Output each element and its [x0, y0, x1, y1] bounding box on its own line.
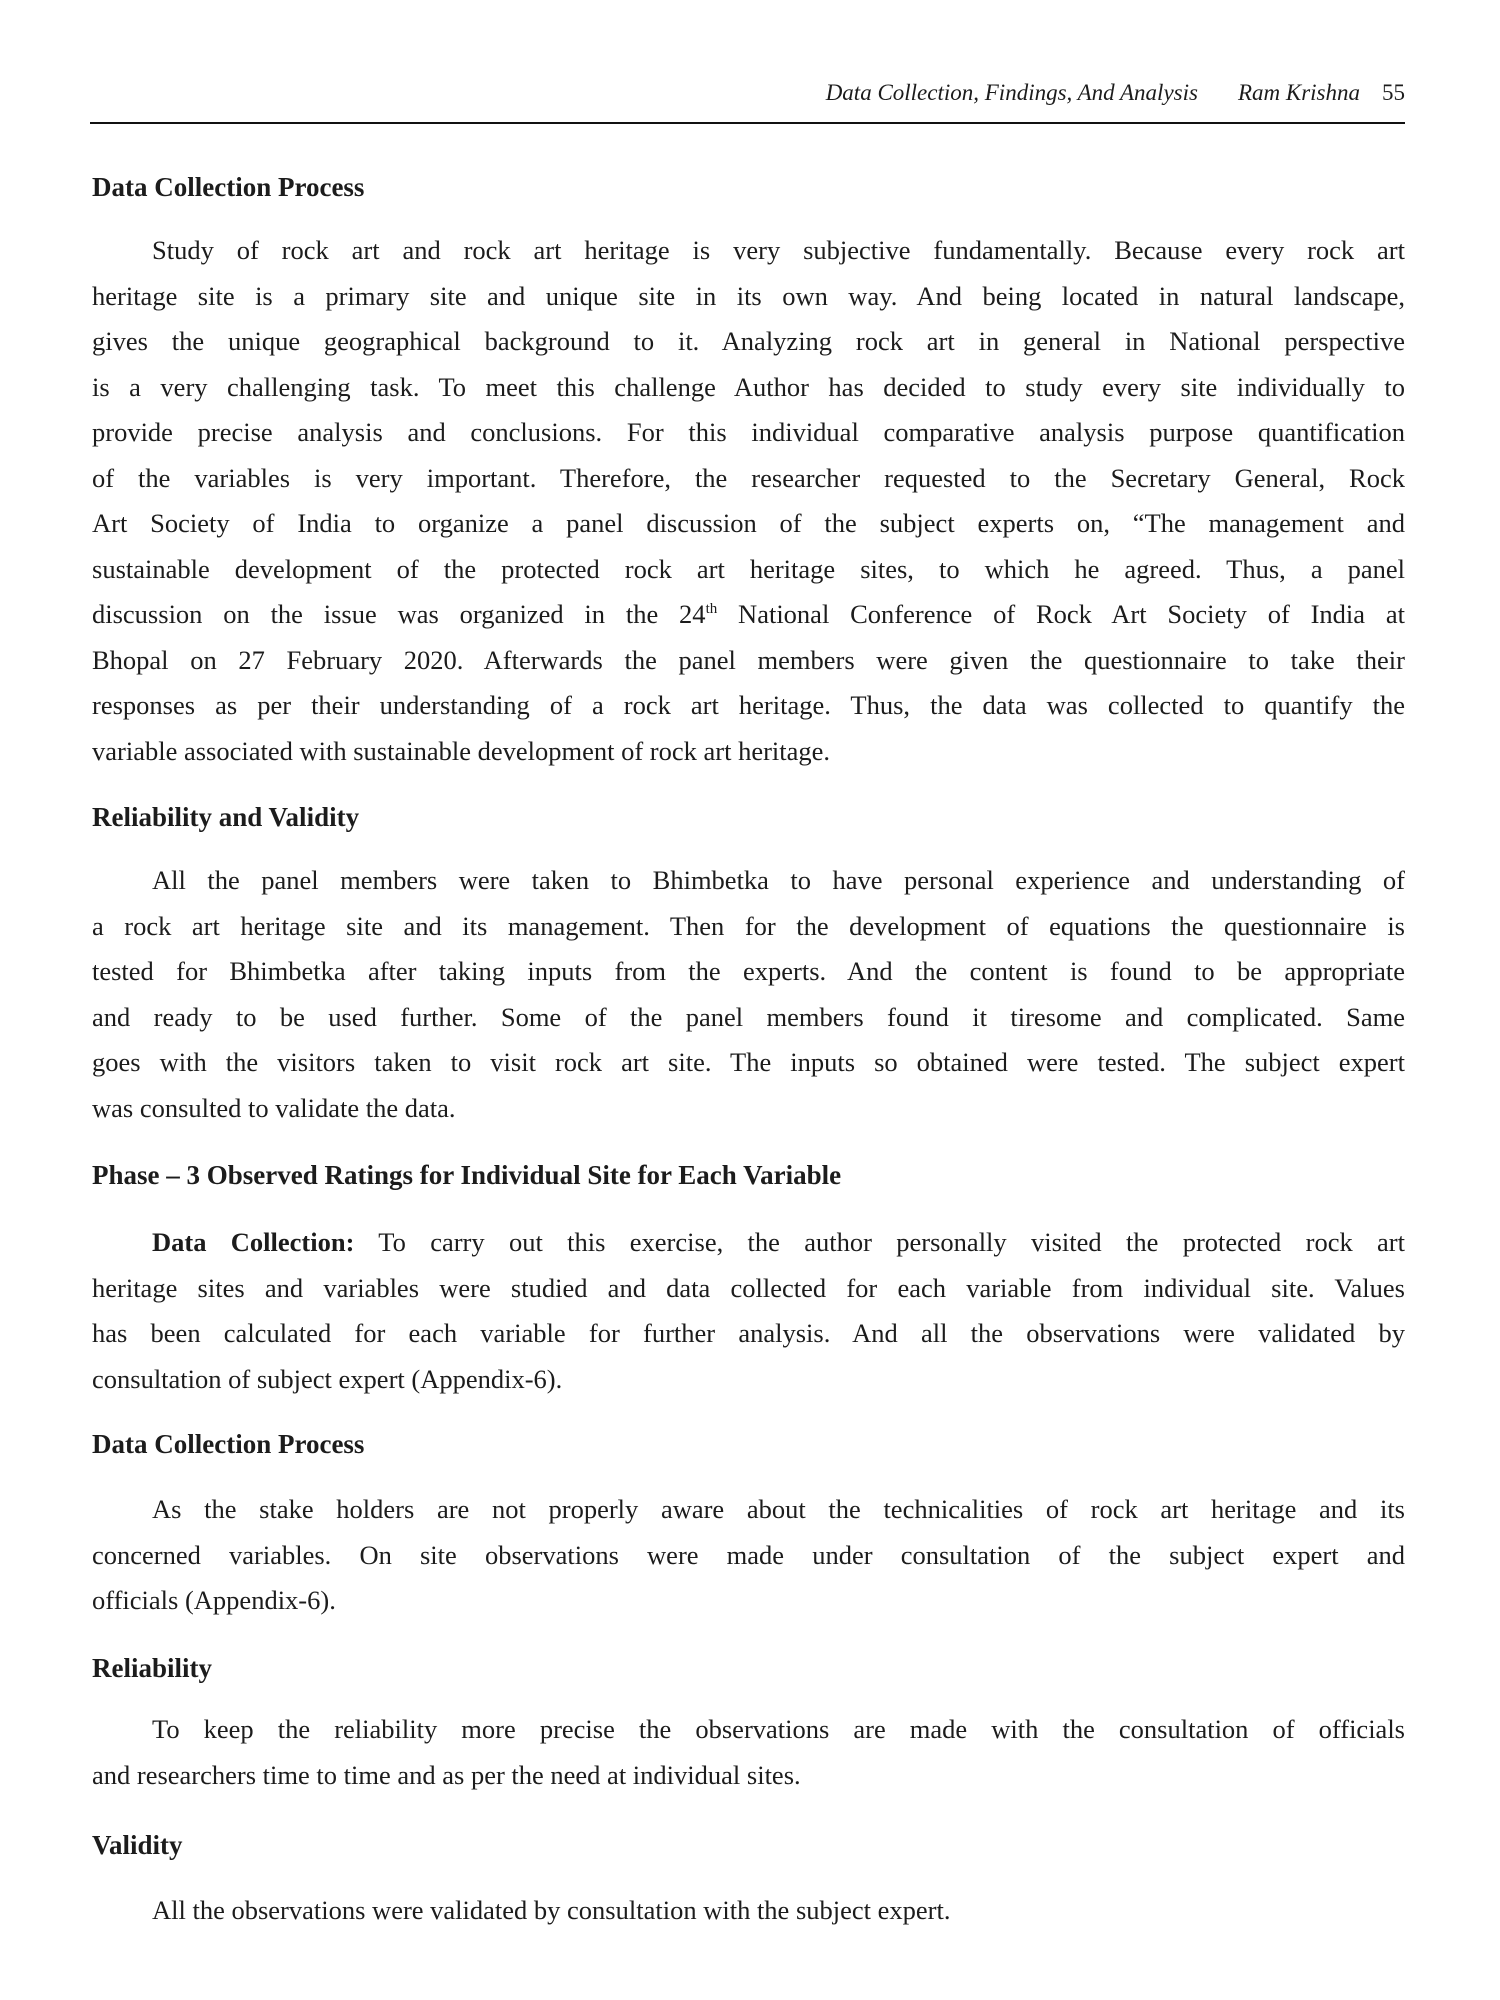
text-line: Art Society of India to organize a panel discussion of the subject experts on, “The management and	[92, 508, 1405, 538]
header-rule	[90, 122, 1405, 124]
text-line: is a very challenging task. To meet this challenge Author has decided to study every site individually to	[92, 371, 1405, 402]
section-heading: Phase – 3 Observed Ratings for Individual Site for Each Variable	[92, 1160, 842, 1190]
running-header	[786, 80, 1405, 106]
paragraph	[92, 858, 1405, 1131]
text-line: a rock art heritage site and its management. Then for the development of equations the questionnaire is	[92, 910, 1405, 941]
section-heading: Data Collection Process	[92, 172, 365, 202]
text-line: consultation of subject expert (Appendix-6).	[92, 1363, 563, 1394]
text-line: has been calculated for each variable for further analysis. And all the observations were validated by	[92, 1318, 1405, 1348]
paragraph	[92, 1707, 1405, 1798]
text-line: discussion on the issue was organized in the 24th National Conference of Rock Art Society of India at	[92, 599, 1405, 629]
text-line: All the observations were validated by consultation with the subject expert.	[152, 1895, 951, 1925]
text-line: responses as per their understanding of a rock art heritage. Thus, the data was collected to quantify the	[92, 690, 1405, 720]
paragraph	[92, 1888, 1405, 1934]
paragraph	[92, 228, 1405, 774]
text-line: gives the unique geographical background to it. Analyzing rock art in general in National perspective	[92, 326, 1405, 356]
text-line: To keep the reliability more precise the observations are made with the consultation of officials	[152, 1714, 1405, 1744]
text-line: concerned variables. On site observations were made under consultation of the subject expert and	[92, 1539, 1405, 1570]
text-line: of the variables is very important. Therefore, the researcher requested to the Secretary General, Rock	[92, 462, 1405, 493]
text-line: All the panel members were taken to Bhimbetka to have personal experience and understanding of	[152, 865, 1405, 895]
text-line: goes with the visitors taken to visit rock art site. The inputs so obtained were tested. The subject expert	[92, 1047, 1405, 1077]
header-title: Data Collection, Findings, And Analysis	[825, 80, 1198, 105]
text-line: and ready to be used further. Some of the panel members found it tiresome and complicated. Same	[92, 1001, 1405, 1032]
text-line: variable associated with sustainable development of rock art heritage.	[92, 735, 831, 766]
section-heading: Validity	[92, 1830, 183, 1860]
text-line: and researchers time to time and as per the need at individual sites.	[92, 1759, 801, 1790]
text-line: sustainable development of the protected rock art heritage sites, to which he agreed. Thus, a panel	[92, 553, 1405, 584]
text-line: Study of rock art and rock art heritage is very subjective fundamentally. Because every rock art	[152, 235, 1405, 265]
paragraph	[92, 1220, 1405, 1402]
text-line: was consulted to validate the data.	[92, 1092, 456, 1123]
text-line: heritage site is a primary site and unique site in its own way. And being located in natural landscape,	[92, 280, 1405, 311]
section-heading: Reliability and Validity	[92, 802, 360, 832]
text-line: Bhopal on 27 February 2020. Afterwards the panel members were given the questionnaire to take their	[92, 644, 1405, 675]
text-line: tested for Bhimbetka after taking inputs from the experts. And the content is found to be appropriate	[92, 956, 1405, 986]
paragraph	[92, 1487, 1405, 1624]
text-line: Data Collection: To carry out this exercise, the author personally visited the protected rock art	[152, 1227, 1405, 1257]
section-heading: Reliability	[92, 1653, 212, 1683]
text-line: heritage sites and variables were studied and data collected for each variable from individual site. Values	[92, 1272, 1405, 1303]
superscript: th	[705, 601, 718, 618]
section-heading: Data Collection Process	[92, 1429, 365, 1459]
text-line: As the stake holders are not properly aware about the technicalities of rock art heritage and its	[152, 1494, 1405, 1524]
text-line: provide precise analysis and conclusions. For this individual comparative analysis purpose quantification	[92, 417, 1405, 447]
run-in-heading: Data Collection:	[152, 1227, 355, 1257]
header-author: Ram Krishna	[1237, 80, 1360, 105]
text-line: officials (Appendix-6).	[92, 1585, 336, 1615]
page-number: 55	[1382, 80, 1405, 105]
